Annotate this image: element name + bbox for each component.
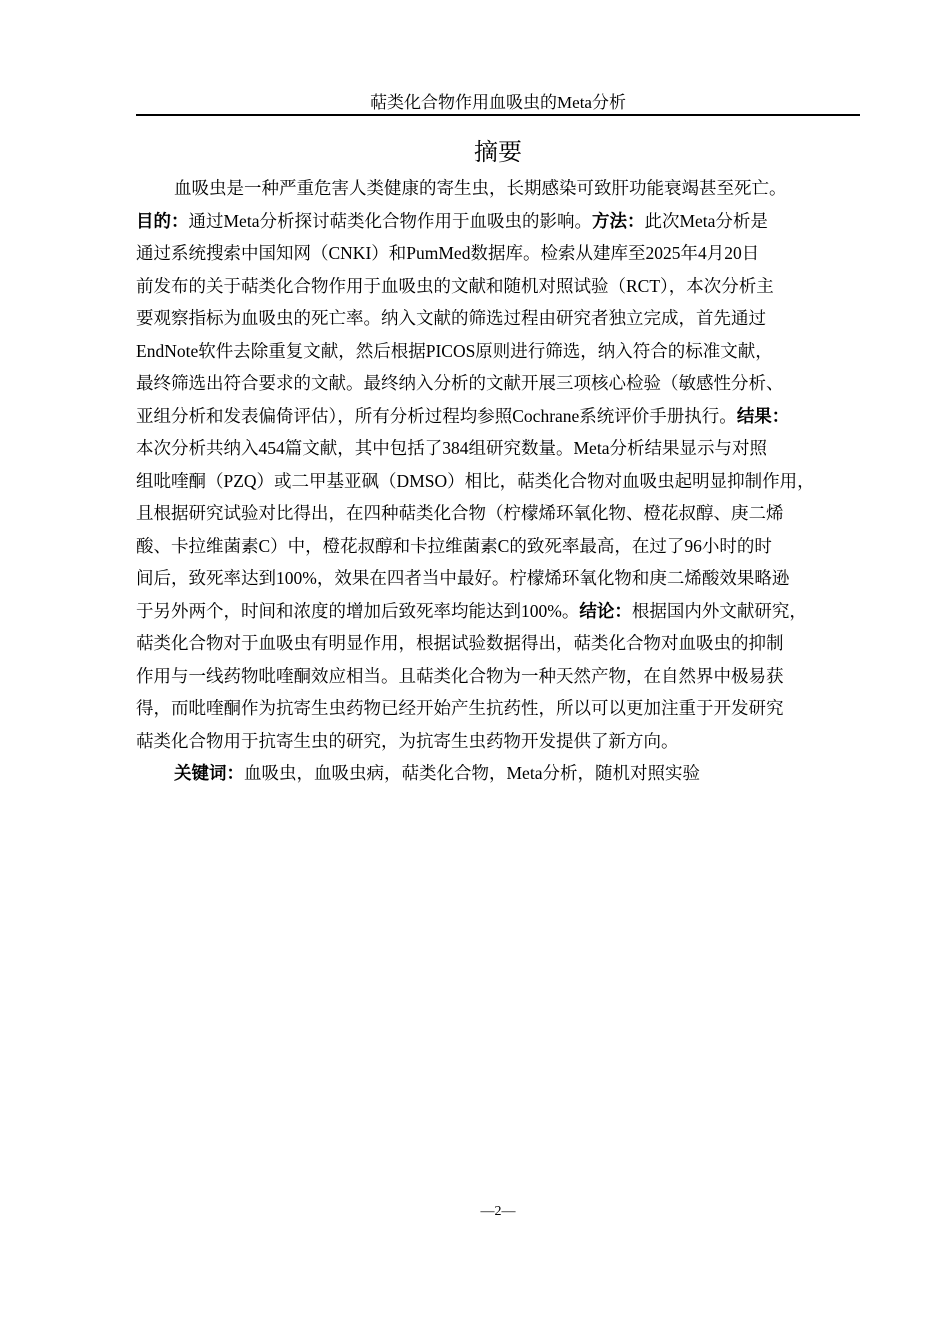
- abstract-line-text: 得，而吡喹酮作为抗寄生虫药物已经开始产生抗药性，所以可以更加注重于开发研究: [136, 698, 784, 718]
- abstract-line-text: 最终筛选出符合要求的文献。最终纳入分析的文献开展三项核心检验（敏感性分析、: [136, 373, 784, 393]
- abstract-line: [136, 302, 876, 335]
- abstract-line-text: 要观察指标为血吸虫的死亡率。纳入文献的筛选过程由研究者独立完成，首先通过: [136, 308, 766, 328]
- abstract-line: [136, 172, 876, 205]
- header-rule: [136, 114, 860, 116]
- abstract-line-text: 且根据研究试验对比得出，在四种萜类化合物（柠檬烯环氧化物、橙花叔醇、庚二烯: [136, 503, 784, 523]
- abstract-line-text: 本次分析共纳入454篇文献，其中包括了384组研究数量。Meta分析结果显示与对照: [136, 438, 767, 458]
- keywords-text: 血吸虫，血吸虫病，萜类化合物，Meta分析，随机对照实验: [244, 763, 700, 783]
- abstract-line: [136, 595, 876, 628]
- abstract-line-text: 酸、卡拉维菌素C）中，橙花叔醇和卡拉维菌素C的致死率最高，在过了96小时的时: [136, 535, 772, 556]
- abstract-line-text: 前发布的关于萜类化合物作用于血吸虫的文献和随机对照试验（RCT），本次分析主: [136, 275, 774, 296]
- abstract-line-text: 根据国内外文献研究，: [631, 600, 807, 621]
- abstract-line: [136, 660, 876, 693]
- abstract-line-text: 血吸虫是一种严重危害人类健康的寄生虫，长期感染可致肝功能衰竭甚至死亡。: [174, 178, 787, 198]
- abstract-line: [136, 692, 876, 725]
- keywords-label: 关键词：: [174, 763, 244, 783]
- abstract-line: [136, 465, 876, 498]
- abstract-line: [136, 432, 876, 465]
- abstract-line: [136, 400, 876, 433]
- abstract-line: [136, 205, 876, 238]
- abstract-line-text: 通过Meta分析探讨萜类化合物作用于血吸虫的影响。: [188, 210, 592, 231]
- abstract-body: [136, 172, 876, 790]
- methods-label: 方法：: [591, 210, 645, 231]
- objective-label: 目的：: [136, 210, 189, 231]
- abstract-line: [136, 530, 876, 563]
- abstract-line-text: 组吡喹酮（PZQ）或二甲基亚砜（DMSO）相比，萜类化合物对血吸虫起明显抑制作用，: [136, 470, 815, 491]
- abstract-line: [136, 562, 876, 595]
- keywords-line: [136, 757, 876, 790]
- abstract-line: [136, 237, 876, 270]
- abstract-heading: 摘要: [474, 138, 522, 166]
- abstract-line-text: 间后，致死率达到100%，效果在四者当中最好。柠檬烯环氧化物和庚二烯酸效果略逊: [136, 568, 790, 588]
- abstract-line-text: 萜类化合物对于血吸虫有明显作用，根据试验数据得出，萜类化合物对血吸虫的抑制: [136, 633, 784, 653]
- abstract-line: [136, 335, 876, 368]
- abstract-line-text: 于另外两个，时间和浓度的增加后致死率均能达到100%。: [136, 600, 580, 621]
- abstract-line-text: 萜类化合物用于抗寄生虫的研究，为抗寄生虫药物开发提供了新方向。: [136, 730, 679, 751]
- abstract-line-text: 此次Meta分析是: [644, 210, 768, 231]
- running-header-title: 萜类化合物作用血吸虫的Meta分析: [370, 93, 626, 112]
- conclusion-label: 结论：: [579, 600, 632, 621]
- abstract-line: [136, 270, 876, 303]
- abstract-line-text: 作用与一线药物吡喹酮效应相当。且萜类化合物为一种天然产物，在自然界中极易获: [136, 665, 784, 686]
- abstract-line: [136, 725, 876, 758]
- abstract-line: [136, 497, 876, 530]
- abstract-line-text: EndNote软件去除重复文献，然后根据PICOS原则进行筛选，纳入符合的标准文献，: [136, 340, 773, 361]
- page-number: —2—: [480, 1204, 516, 1219]
- abstract-line-text: 通过系统搜索中国知网（CNKI）和PumMed数据库。检索从建库至2025年4月20日: [136, 243, 760, 263]
- results-label: 结果：: [736, 405, 790, 426]
- abstract-line: [136, 627, 876, 660]
- abstract-line-text: 亚组分析和发表偏倚评估），所有分析过程均参照Cochrane系统评价手册执行。: [136, 405, 737, 426]
- abstract-line: [136, 367, 876, 400]
